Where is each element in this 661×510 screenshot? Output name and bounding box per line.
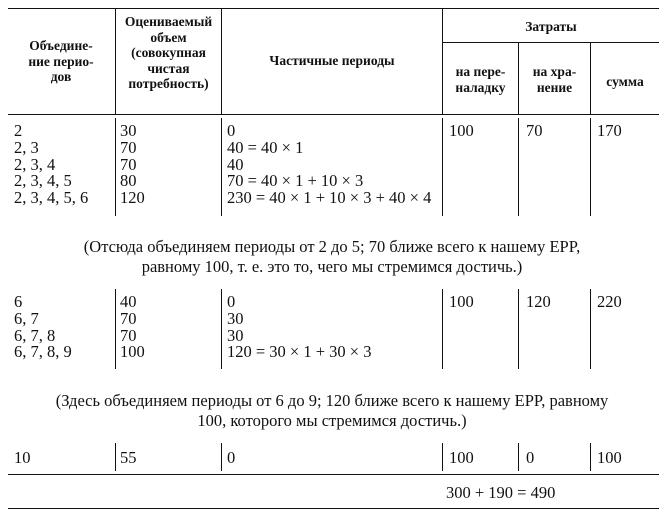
group3-divider-3 xyxy=(442,443,443,471)
total-rule xyxy=(8,474,659,475)
top-rule xyxy=(8,8,659,9)
group2-divider-1 xyxy=(115,289,116,369)
header-bottom-rule xyxy=(8,114,659,115)
group1-setup-cost: 100 xyxy=(449,121,474,140)
group3-period: 10 xyxy=(14,448,31,467)
group3-sum: 100 xyxy=(597,448,622,467)
group1-divider-5 xyxy=(590,118,591,216)
group2-partial-periods: 0 30 30 120 = 30 × 1 + 30 × 3 xyxy=(227,292,372,362)
total-cost: 300 + 190 = 490 xyxy=(446,483,556,502)
group3-divider-5 xyxy=(590,443,591,471)
group1-volumes: 30 70 70 80 120 xyxy=(120,121,145,208)
header-setup-cost: на пере- наладку xyxy=(455,64,506,95)
group2-divider-4 xyxy=(518,289,519,369)
group3-partial-period: 0 xyxy=(227,448,236,467)
group3-divider-4 xyxy=(518,443,519,471)
header-partial-periods: Частичные периоды xyxy=(269,53,395,68)
group2-divider-3 xyxy=(442,289,443,369)
group2-volumes: 40 70 70 100 xyxy=(120,292,145,362)
group3-divider-2 xyxy=(221,443,222,471)
group2-divider-5 xyxy=(590,289,591,369)
group1-divider-2 xyxy=(221,118,222,216)
group2-periods: 6 6, 7 6, 7, 8 6, 7, 8, 9 xyxy=(14,292,72,362)
group1-divider-1 xyxy=(115,118,116,216)
group1-partial-periods: 0 40 = 40 × 1 40 70 = 40 × 1 + 10 × 3 230 = 40 × 1 + 10 × 3 + 40 × 4 xyxy=(227,121,432,208)
header-sum: сумма xyxy=(606,74,644,89)
header-costs: Затраты xyxy=(525,19,577,34)
group3-volume: 55 xyxy=(120,448,137,467)
group2-storage-cost: 120 xyxy=(526,292,551,311)
group1-sum: 170 xyxy=(597,121,622,140)
group1-divider-4 xyxy=(518,118,519,216)
header-merge-periods: Объедине- ние перио- дов xyxy=(28,38,94,84)
costs-header-rule xyxy=(442,42,659,43)
header-estimated-volume: Оцениваемый объем (совокупная чистая потребность) xyxy=(124,14,213,91)
note-2: (Здесь объединяем периоды от 6 до 9; 120 ближе всего к нашему EPP, равному 100, которого мы стремимся достичь.) xyxy=(55,391,609,430)
bottom-rule xyxy=(8,508,659,509)
group1-periods: 2 2, 3 2, 3, 4 2, 3, 4, 5 2, 3, 4, 5, 6 xyxy=(14,121,89,208)
group3-setup-cost: 100 xyxy=(449,448,474,467)
header-storage-cost: на хра- нение xyxy=(532,64,577,95)
group1-divider-3 xyxy=(442,118,443,216)
note-1: (Отсюда объединяем периоды от 2 до 5; 70 ближе всего к нашему EPP, равному 100, т. е. это то, чего мы стремимся достичь.) xyxy=(83,237,581,276)
group2-divider-2 xyxy=(221,289,222,369)
group3-storage-cost: 0 xyxy=(526,448,535,467)
group2-setup-cost: 100 xyxy=(449,292,474,311)
group2-sum: 220 xyxy=(597,292,622,311)
group1-storage-cost: 70 xyxy=(526,121,543,140)
group3-divider-1 xyxy=(115,443,116,471)
